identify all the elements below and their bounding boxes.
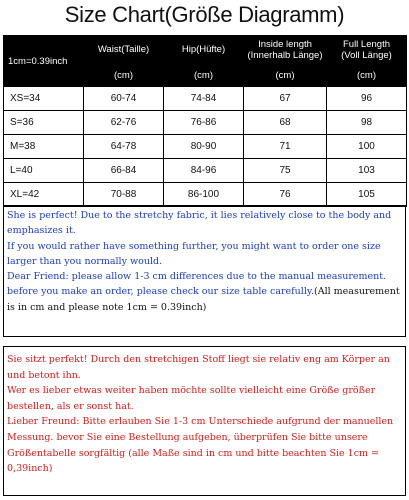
- page-title: Size Chart(Größe Diagramm): [64, 2, 345, 27]
- unit-cell: (cm): [164, 64, 244, 87]
- size-label-cell: M=38: [4, 135, 84, 159]
- size-label-cell: L=40: [4, 159, 84, 183]
- full-length-cell: 98: [327, 111, 407, 135]
- full-length-cell: 105: [327, 183, 407, 207]
- table-row: [4, 135, 407, 159]
- german-line-measurement: Lieber Freund: Bitte erlauben Sie 1-3 cm Unterschiede aufgrund der manuellen Messung. bevor Sie eine Bestellung aufgeben, überprüfen Sie bitte unsere Größentabelle sorgfältig (alle Maße sind in cm und bitte beachten Sie 1cm = 0,39inch): [7, 416, 394, 475]
- size-label-cell: XS=34: [4, 87, 84, 111]
- table-row: [4, 159, 407, 183]
- english-line-fit: She is perfect! Due to the stretchy fabric, it lies relatively close to the body and emphasizes it.: [7, 210, 392, 237]
- waist-cell: 62-76: [84, 111, 164, 135]
- waist-cell: 60-74: [84, 87, 164, 111]
- size-table: [3, 35, 407, 207]
- table-row: [4, 87, 407, 111]
- inside-length-cell: 76: [244, 183, 327, 207]
- header-cell-full-length: Full Length (Voll Länge): [327, 36, 407, 64]
- german-line-fit: Sie sitzt perfekt! Durch den stretchigen Stoff liegt sie relativ eng am Körper an und betont ihn.: [7, 354, 390, 381]
- hip-cell: 76-86: [164, 111, 244, 135]
- table-row: [4, 183, 407, 207]
- unit-cell: (cm): [244, 64, 327, 87]
- hip-cell: 86-100: [164, 183, 244, 207]
- inside-length-cell: 71: [244, 135, 327, 159]
- unit-cell: (cm): [84, 64, 164, 87]
- inside-length-cell: 75: [244, 159, 327, 183]
- table-row: [4, 111, 407, 135]
- size-label-cell: XL=42: [4, 183, 84, 207]
- header-cell-waist: Waist(Taille): [84, 36, 164, 64]
- waist-cell: 64-78: [84, 135, 164, 159]
- full-length-cell: 100: [327, 135, 407, 159]
- inside-length-cell: 68: [244, 111, 327, 135]
- english-measurement-text: Dear Friend: please allow 1-3 cm differences due to the manual measurement. before you make an order, please check our size table carefully.: [7, 271, 387, 298]
- header-cell-inside-length: Inside length (Innerhalb Länge): [244, 36, 327, 64]
- unit-cell: (cm): [327, 64, 407, 87]
- inside-length-cell: 67: [244, 87, 327, 111]
- english-line-measurement: [7, 269, 402, 315]
- hip-cell: 80-90: [164, 135, 244, 159]
- full-length-cell: 96: [327, 87, 407, 111]
- hip-cell: 84-96: [164, 159, 244, 183]
- german-note-box: [3, 346, 406, 496]
- header-cell-hip: Hip(Hüfte): [164, 36, 244, 64]
- english-measurement-note: (All measurement is in cm and please note 1cm = 0.39inch): [7, 286, 400, 313]
- german-line-size-advice: Wer es lieber etwas weiter haben möchte sollte vielleicht eine Größe größer bestellen, als er sonst hat.: [7, 385, 376, 412]
- waist-cell: 66-84: [84, 159, 164, 183]
- hip-cell: 74-84: [164, 87, 244, 111]
- header-row: [4, 36, 407, 64]
- waist-cell: 70-88: [84, 183, 164, 207]
- header-cell-conversion: 1cm=0.39inch: [4, 36, 84, 87]
- english-line-size-advice: If you would rather have something further, you might want to order one size larger than you normally would.: [7, 240, 381, 267]
- size-label-cell: S=36: [4, 111, 84, 135]
- english-note-box: [3, 205, 406, 337]
- full-length-cell: 103: [327, 159, 407, 183]
